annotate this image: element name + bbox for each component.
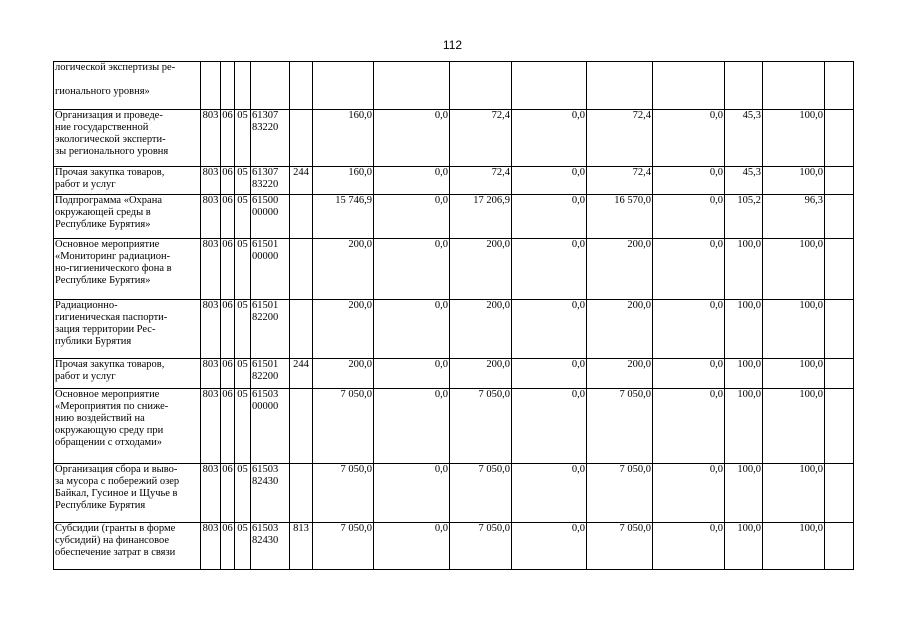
row-name-line: Субсидии (гранты в форме — [55, 523, 176, 534]
value-cell-c6: 0,0 — [653, 359, 725, 389]
table-row — [54, 389, 854, 464]
row-name-line: Основное мероприятие — [55, 389, 160, 400]
value-cell-c2: 0,0 — [374, 359, 450, 389]
value-cell-c5: 7 050,0 — [587, 464, 653, 523]
target-code-cell — [251, 167, 290, 195]
value-cell-c7: 100,0 — [725, 300, 763, 359]
target-code-cell — [251, 110, 290, 167]
value-cell-c7: 100,0 — [725, 359, 763, 389]
target-code-cell — [251, 195, 290, 239]
row-name-line: «Мониторинг радиацион- — [55, 251, 171, 262]
expense-type-cell — [290, 239, 313, 300]
subsection-code-cell: 05 — [235, 195, 251, 239]
target-code-line: 83220 — [252, 179, 279, 190]
value-cell-c7 — [725, 62, 763, 110]
target-code-line: 00000 — [252, 251, 279, 262]
trailing-empty-cell — [825, 464, 854, 523]
value-cell-c4: 0,0 — [512, 195, 587, 239]
target-code-line: 82430 — [252, 476, 279, 487]
ministry-code-cell: 803 — [201, 167, 221, 195]
row-name-line: логической экспертизы ре- — [55, 62, 176, 73]
expense-type-cell: 813 — [290, 523, 313, 570]
value-cell-c1: 7 050,0 — [313, 523, 374, 570]
value-cell-c1: 15 746,9 — [313, 195, 374, 239]
target-code-line: 61503 — [252, 523, 279, 534]
trailing-empty-cell — [825, 62, 854, 110]
table-row — [54, 359, 854, 389]
target-code-line: 00000 — [252, 401, 279, 412]
table-row — [54, 110, 854, 167]
section-code-cell: 06 — [221, 110, 235, 167]
value-cell-c1: 160,0 — [313, 110, 374, 167]
trailing-empty-cell — [825, 195, 854, 239]
target-code-line: 61307 — [252, 110, 279, 121]
value-cell-c4 — [512, 62, 587, 110]
target-code-line: 61307 — [252, 167, 279, 178]
value-cell-c6: 0,0 — [653, 389, 725, 464]
section-code-cell: 06 — [221, 167, 235, 195]
row-name-cell — [54, 389, 201, 464]
table-row — [54, 300, 854, 359]
value-cell-c7: 105,2 — [725, 195, 763, 239]
value-cell-c4: 0,0 — [512, 110, 587, 167]
table-row — [54, 464, 854, 523]
target-code-line: 61501 — [252, 300, 279, 311]
value-cell-c8 — [763, 62, 825, 110]
row-name-line — [55, 74, 199, 86]
row-name-line: Основное мероприятие — [55, 239, 160, 250]
ministry-code-cell: 803 — [201, 300, 221, 359]
target-code-line: 82200 — [252, 312, 279, 323]
value-cell-c2: 0,0 — [374, 389, 450, 464]
value-cell-c8: 100,0 — [763, 464, 825, 523]
subsection-code-cell: 05 — [235, 300, 251, 359]
row-name-line: работ и услуг — [55, 179, 116, 190]
section-code-cell: 06 — [221, 359, 235, 389]
trailing-empty-cell — [825, 359, 854, 389]
ministry-code-cell: 803 — [201, 523, 221, 570]
subsection-code-cell: 05 — [235, 523, 251, 570]
row-name-line: Прочая закупка товаров, — [55, 359, 165, 370]
value-cell-c5: 200,0 — [587, 359, 653, 389]
budget-table — [53, 61, 854, 570]
value-cell-c1: 160,0 — [313, 167, 374, 195]
row-name-line: Организация и проведе- — [55, 110, 163, 121]
value-cell-c3: 17 206,9 — [450, 195, 512, 239]
value-cell-c6: 0,0 — [653, 195, 725, 239]
value-cell-c3: 72,4 — [450, 110, 512, 167]
expense-type-cell — [290, 300, 313, 359]
value-cell-c7: 100,0 — [725, 464, 763, 523]
expense-type-cell — [290, 110, 313, 167]
value-cell-c2: 0,0 — [374, 300, 450, 359]
target-code-line — [252, 62, 288, 74]
value-cell-c3: 200,0 — [450, 359, 512, 389]
value-cell-c8: 100,0 — [763, 523, 825, 570]
value-cell-c4: 0,0 — [512, 359, 587, 389]
expense-type-cell — [290, 62, 313, 110]
value-cell-c2: 0,0 — [374, 195, 450, 239]
value-cell-c1 — [313, 62, 374, 110]
target-code-cell — [251, 464, 290, 523]
row-name-line: за мусора с побережий озер — [55, 476, 180, 487]
value-cell-c8: 100,0 — [763, 300, 825, 359]
row-name-line: Радиационно- — [55, 300, 118, 311]
row-name-line: зация территории Рес- — [55, 324, 156, 335]
row-name-line: ние государственной — [55, 122, 149, 133]
value-cell-c8: 100,0 — [763, 239, 825, 300]
target-code-line: 61503 — [252, 464, 279, 475]
section-code-cell — [221, 62, 235, 110]
value-cell-c3: 7 050,0 — [450, 523, 512, 570]
value-cell-c5: 16 570,0 — [587, 195, 653, 239]
value-cell-c6: 0,0 — [653, 464, 725, 523]
row-name-cell — [54, 239, 201, 300]
target-code-cell — [251, 359, 290, 389]
value-cell-c5 — [587, 62, 653, 110]
value-cell-c7: 100,0 — [725, 239, 763, 300]
row-name-cell — [54, 62, 201, 110]
target-code-line: 61503 — [252, 389, 279, 400]
ministry-code-cell — [201, 62, 221, 110]
value-cell-c4: 0,0 — [512, 523, 587, 570]
value-cell-c4: 0,0 — [512, 389, 587, 464]
row-name-cell — [54, 523, 201, 570]
trailing-empty-cell — [825, 300, 854, 359]
expense-type-cell: 244 — [290, 167, 313, 195]
value-cell-c5: 72,4 — [587, 110, 653, 167]
row-name-line: Организация сбора и выво- — [55, 464, 178, 475]
value-cell-c3: 72,4 — [450, 167, 512, 195]
trailing-empty-cell — [825, 389, 854, 464]
value-cell-c6: 0,0 — [653, 167, 725, 195]
row-name-cell — [54, 195, 201, 239]
row-name-line: Республике Бурятия — [55, 500, 146, 511]
value-cell-c7: 45,3 — [725, 110, 763, 167]
value-cell-c5: 200,0 — [587, 300, 653, 359]
subsection-code-cell: 05 — [235, 239, 251, 300]
value-cell-c6: 0,0 — [653, 300, 725, 359]
table-row — [54, 523, 854, 570]
value-cell-c7: 100,0 — [725, 389, 763, 464]
target-code-cell — [251, 62, 290, 110]
ministry-code-cell: 803 — [201, 389, 221, 464]
value-cell-c6: 0,0 — [653, 239, 725, 300]
row-name-line: Байкал, Гусиное и Щучье в — [55, 488, 178, 499]
row-name-cell — [54, 464, 201, 523]
section-code-cell: 06 — [221, 389, 235, 464]
target-code-line: 83220 — [252, 122, 279, 133]
value-cell-c1: 200,0 — [313, 359, 374, 389]
value-cell-c8: 100,0 — [763, 167, 825, 195]
subsection-code-cell: 05 — [235, 359, 251, 389]
row-name-line: работ и услуг — [55, 371, 116, 382]
table-row — [54, 167, 854, 195]
ministry-code-cell: 803 — [201, 195, 221, 239]
row-name-cell — [54, 110, 201, 167]
section-code-cell: 06 — [221, 239, 235, 300]
value-cell-c1: 200,0 — [313, 239, 374, 300]
value-cell-c5: 72,4 — [587, 167, 653, 195]
expense-type-cell — [290, 195, 313, 239]
table-row — [54, 62, 854, 110]
value-cell-c5: 200,0 — [587, 239, 653, 300]
row-name-line: зы регионального уровня — [55, 146, 169, 157]
row-name-line: окружающую среду при — [55, 425, 164, 436]
row-name-line: гионального уровня» — [55, 86, 150, 97]
value-cell-c8: 96,3 — [763, 195, 825, 239]
value-cell-c1: 7 050,0 — [313, 389, 374, 464]
row-name-line: нию воздействий на — [55, 413, 145, 424]
trailing-empty-cell — [825, 239, 854, 300]
section-code-cell: 06 — [221, 195, 235, 239]
value-cell-c3: 7 050,0 — [450, 389, 512, 464]
row-name-line: экологической эксперти- — [55, 134, 166, 145]
target-code-line: 61500 — [252, 195, 279, 206]
value-cell-c8: 100,0 — [763, 389, 825, 464]
value-cell-c8: 100,0 — [763, 359, 825, 389]
ministry-code-cell: 803 — [201, 110, 221, 167]
row-name-line: субсидий) на финансовое — [55, 535, 170, 546]
value-cell-c4: 0,0 — [512, 464, 587, 523]
value-cell-c3: 200,0 — [450, 300, 512, 359]
row-name-line: но-гигиенического фона в — [55, 263, 172, 274]
table-row — [54, 195, 854, 239]
section-code-cell: 06 — [221, 523, 235, 570]
target-code-line: 82200 — [252, 371, 279, 382]
target-code-line: 61501 — [252, 359, 279, 370]
value-cell-c3: 7 050,0 — [450, 464, 512, 523]
value-cell-c5: 7 050,0 — [587, 389, 653, 464]
value-cell-c1: 7 050,0 — [313, 464, 374, 523]
value-cell-c2: 0,0 — [374, 523, 450, 570]
row-name-line: окружающей среды в — [55, 207, 151, 218]
value-cell-c1: 200,0 — [313, 300, 374, 359]
row-name-line: обращении с отходами» — [55, 437, 163, 448]
ministry-code-cell: 803 — [201, 239, 221, 300]
subsection-code-cell: 05 — [235, 167, 251, 195]
row-name-cell — [54, 167, 201, 195]
row-name-line: «Мероприятия по сниже- — [55, 401, 169, 412]
target-code-line: 82430 — [252, 535, 279, 546]
subsection-code-cell: 05 — [235, 110, 251, 167]
value-cell-c2: 0,0 — [374, 239, 450, 300]
row-name-line: публики Бурятия — [55, 336, 132, 347]
value-cell-c6 — [653, 62, 725, 110]
value-cell-c3: 200,0 — [450, 239, 512, 300]
row-name-cell — [54, 300, 201, 359]
expense-type-cell — [290, 389, 313, 464]
target-code-cell — [251, 523, 290, 570]
row-name-line: Республике Бурятия» — [55, 219, 151, 230]
value-cell-c5: 7 050,0 — [587, 523, 653, 570]
target-code-line: 00000 — [252, 207, 279, 218]
row-name-line: обеспечение затрат в связи — [55, 547, 176, 558]
subsection-code-cell — [235, 62, 251, 110]
target-code-cell — [251, 300, 290, 359]
row-name-line: Подпрограмма «Охрана — [55, 195, 162, 206]
value-cell-c6: 0,0 — [653, 110, 725, 167]
value-cell-c6: 0,0 — [653, 523, 725, 570]
expense-type-cell: 244 — [290, 359, 313, 389]
row-name-line: Прочая закупка товаров, — [55, 167, 165, 178]
value-cell-c2: 0,0 — [374, 110, 450, 167]
value-cell-c4: 0,0 — [512, 300, 587, 359]
row-name-line: Республике Бурятия» — [55, 275, 151, 286]
trailing-empty-cell — [825, 523, 854, 570]
target-code-cell — [251, 389, 290, 464]
trailing-empty-cell — [825, 110, 854, 167]
value-cell-c7: 100,0 — [725, 523, 763, 570]
value-cell-c4: 0,0 — [512, 167, 587, 195]
subsection-code-cell: 05 — [235, 389, 251, 464]
page-number: 112 — [442, 38, 463, 52]
value-cell-c4: 0,0 — [512, 239, 587, 300]
ministry-code-cell: 803 — [201, 359, 221, 389]
ministry-code-cell: 803 — [201, 464, 221, 523]
value-cell-c7: 45,3 — [725, 167, 763, 195]
target-code-cell — [251, 239, 290, 300]
value-cell-c2 — [374, 62, 450, 110]
expense-type-cell — [290, 464, 313, 523]
section-code-cell: 06 — [221, 300, 235, 359]
section-code-cell: 06 — [221, 464, 235, 523]
value-cell-c2: 0,0 — [374, 464, 450, 523]
value-cell-c2: 0,0 — [374, 167, 450, 195]
row-name-cell — [54, 359, 201, 389]
row-name-line: гигиеническая паспорти- — [55, 312, 168, 323]
target-code-line: 61501 — [252, 239, 279, 250]
subsection-code-cell: 05 — [235, 464, 251, 523]
target-code-line — [252, 74, 288, 86]
value-cell-c8: 100,0 — [763, 110, 825, 167]
budget-table-body — [54, 62, 854, 570]
trailing-empty-cell — [825, 167, 854, 195]
value-cell-c3 — [450, 62, 512, 110]
table-row — [54, 239, 854, 300]
